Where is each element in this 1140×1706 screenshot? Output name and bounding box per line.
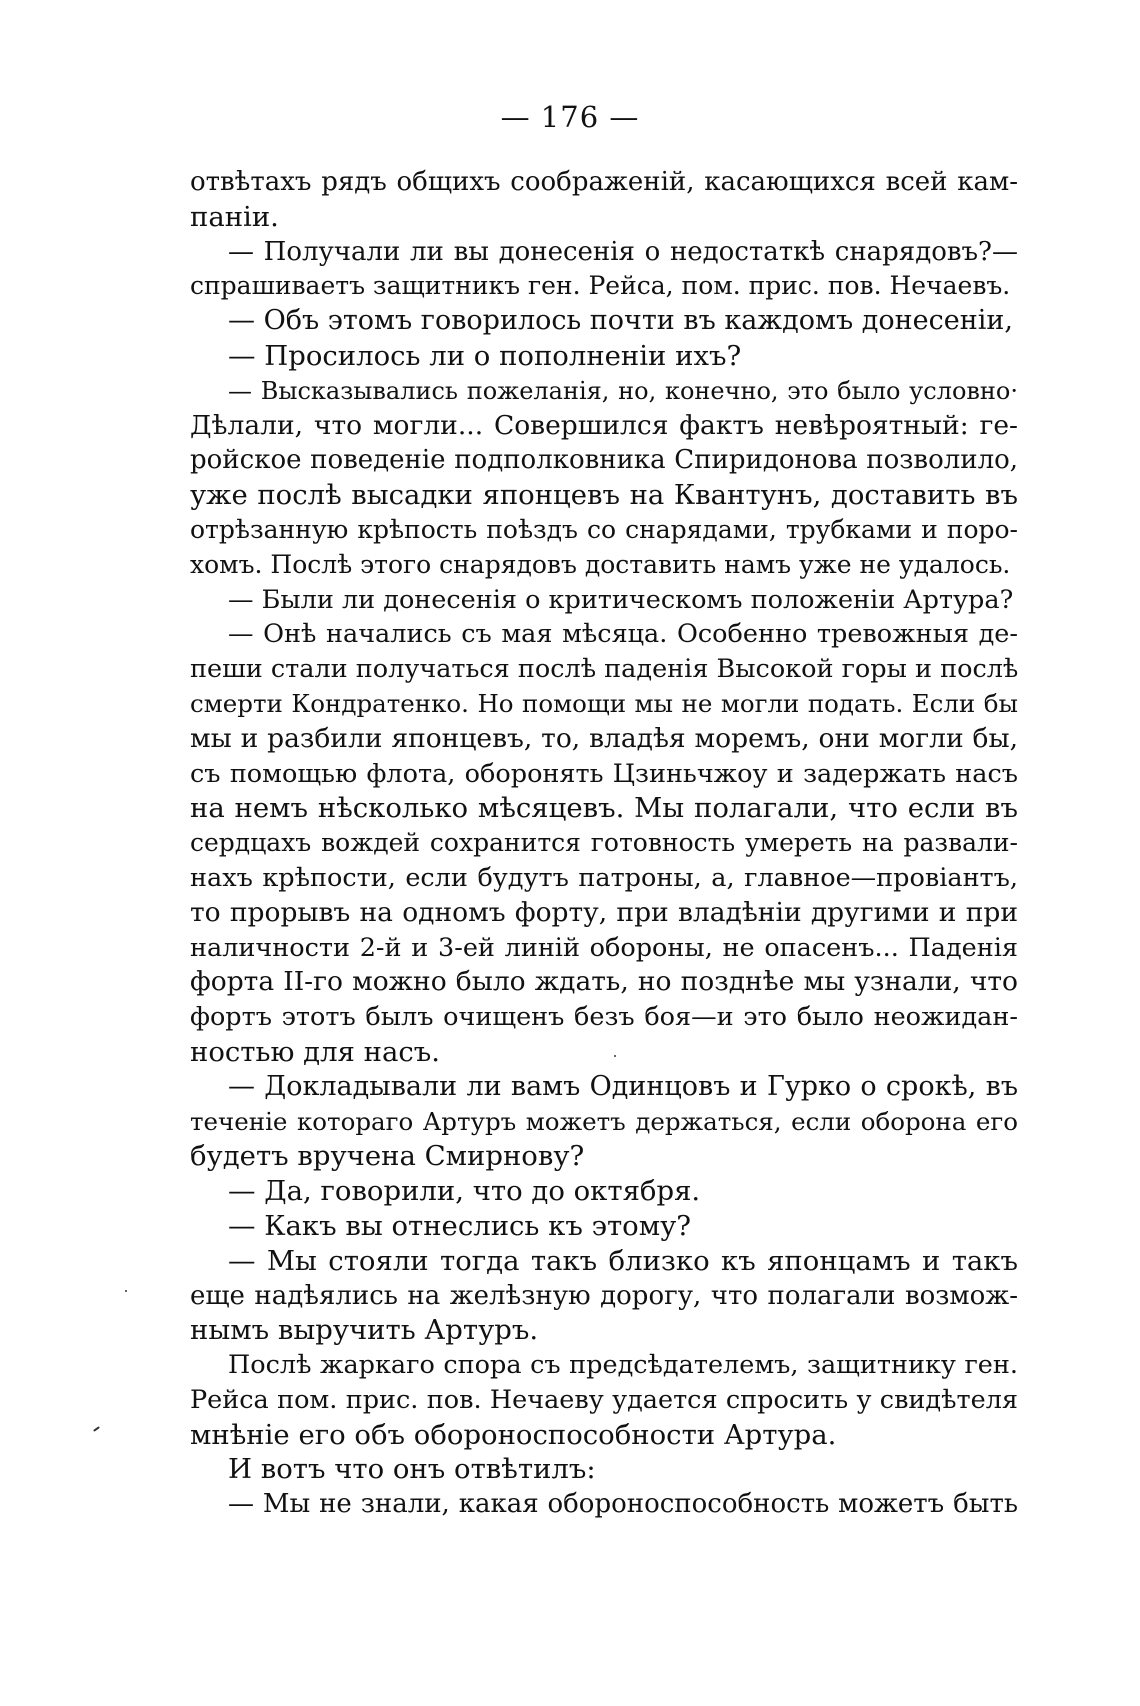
text-line: смерти Кондратенко. Но помощи мы не могли подать. Если бы	[190, 688, 1018, 718]
text-line: Дѣлали, что могли... Совершился фактъ невѣроятный: ге-	[190, 409, 1018, 441]
text-line: ройское поведеніе подполковника Спиридонова позволило,	[190, 445, 1018, 476]
text-line: — Получали ли вы донесенія о недостаткѣ снарядовъ?—	[228, 236, 1018, 267]
margin-dot	[125, 1290, 127, 1292]
text-line: — Докладывали ли вамъ Одинцовъ и Гурко о срокѣ, въ	[228, 1070, 1018, 1102]
text-line: нымъ выручить Артуръ.	[190, 1314, 539, 1347]
text-line: — Мы стояли тогда такъ близко къ японцамъ и такъ	[228, 1244, 1018, 1277]
text-line: — Мы не знали, какая обороноспособность можетъ быть	[228, 1489, 1018, 1520]
text-line: будетъ вручена Смирнову?	[190, 1140, 585, 1173]
text-line: — Какъ вы отнеслись къ этому?	[228, 1209, 692, 1242]
text-line: отвѣтахъ рядъ общихъ соображеній, касающихся всей кам-	[190, 167, 1018, 197]
body-text	[190, 165, 1018, 1522]
text-line: фортъ этотъ былъ очищенъ безъ боя—и это было неожидан-	[190, 1002, 1018, 1033]
text-line: — Были ли донесенія о критическомъ положеніи Артура?	[228, 584, 1014, 615]
text-line: мнѣніе его объ обороноспособности Артура.	[190, 1418, 837, 1451]
ink-dot	[614, 1055, 616, 1057]
text-line: наличности 2-й и 3-ей линій обороны, не опасенъ... Паденія	[190, 932, 1018, 963]
text-line: — Просилось ли о пополненіи ихъ?	[228, 339, 742, 372]
text-line: сердцахъ вождей сохранится готовность умереть на развали-	[190, 828, 1018, 858]
text-line: пеши стали получаться послѣ паденія Высокой горы и послѣ	[190, 654, 1019, 685]
text-line: отрѣзанную крѣпость поѣздъ со снарядами, трубками и поро-	[190, 514, 1018, 544]
page-number: — 176 —	[500, 100, 640, 134]
text-line: уже послѣ высадки японцевъ на Квантунъ, доставить въ	[190, 479, 1018, 512]
text-line: теченіе котораго Артуръ можетъ держаться, если оборона его	[190, 1106, 1018, 1136]
margin-mark	[93, 1426, 100, 1432]
text-line: форта II-го можно было ждать, но позднѣе мы узнали, что	[190, 966, 1018, 998]
text-line: И вотъ что онъ отвѣтилъ:	[228, 1453, 596, 1486]
text-line: мы и разбили японцевъ, то, владѣя моремъ, они могли бы,	[190, 722, 1018, 754]
text-line: ностью для насъ.	[190, 1035, 441, 1068]
text-line: спрашиваетъ защитникъ ген. Рейса, пом. прис. пов. Нечаевъ.	[190, 271, 1011, 301]
text-line: нахъ крѣпости, если будутъ патроны, а, главное—провіантъ,	[190, 862, 1018, 893]
text-line: Рейса пом. прис. пов. Нечаеву удается спросить у свидѣтеля	[190, 1384, 1018, 1415]
text-line: то прорывъ на одномъ форту, при владѣніи другими и при	[190, 896, 1018, 928]
text-line: еще надѣялись на желѣзную дорогу, что полагали возмож-	[190, 1280, 1018, 1311]
text-line: — Объ этомъ говорилось почти въ каждомъ донесеніи,	[228, 305, 1013, 337]
text-line: Послѣ жаркаго спора съ предсѣдателемъ, защитнику ген.	[228, 1350, 1018, 1381]
text-line: — Да, говорили, что до октября.	[228, 1175, 701, 1208]
text-line: — Высказывались пожеланія, но, конечно, это было условно·	[228, 376, 1018, 405]
text-line: съ помощью флота, оборонять Цзиньчжоу и задержать насъ	[190, 758, 1018, 789]
text-line: на немъ нѣсколько мѣсяцевъ. Мы полагали, что если въ	[190, 792, 1018, 825]
text-line: паніи.	[190, 200, 279, 233]
text-line: хомъ. Послѣ этого снарядовъ доставить намъ уже не удалось.	[190, 549, 1011, 579]
text-line: — Онѣ начались съ мая мѣсяца. Особенно тревожныя де-	[228, 619, 1018, 650]
